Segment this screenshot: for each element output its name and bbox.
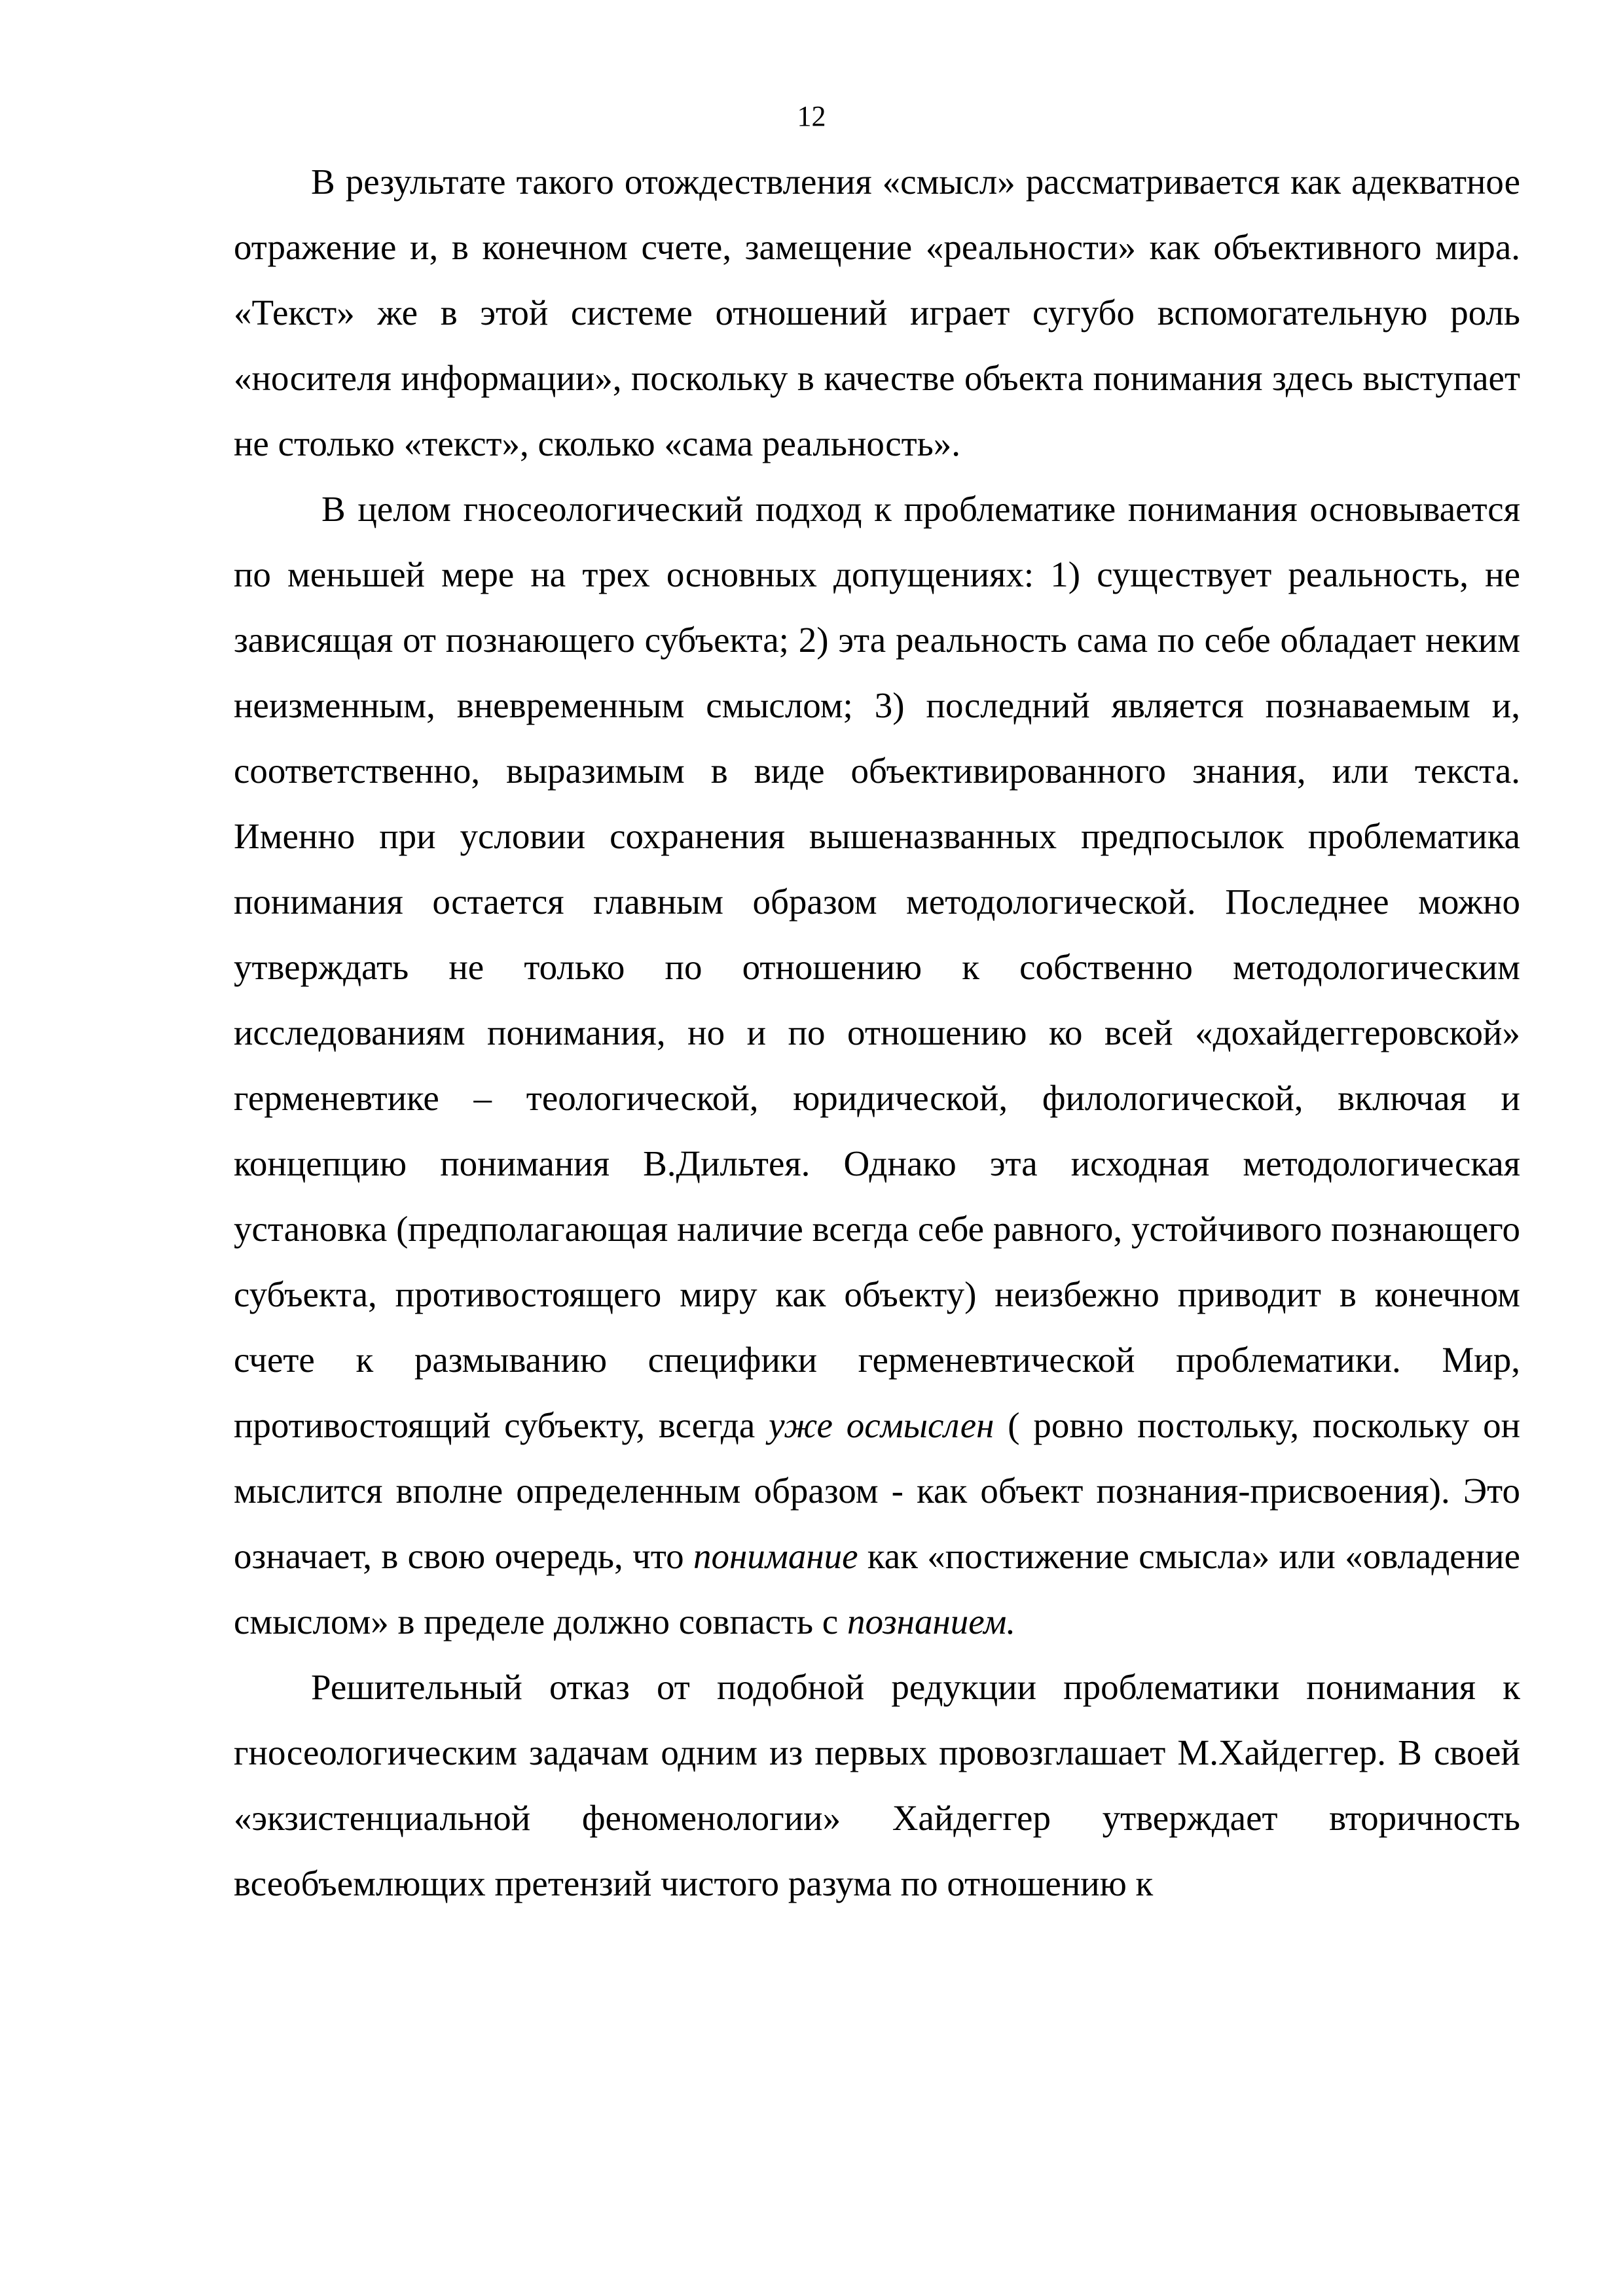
page-number: 12	[797, 100, 826, 132]
italic-phrase: уже осмыслен	[769, 1405, 994, 1445]
paragraph-text: В результате такого отождествления «смысл» рассматривается как адекватное отражение и, в конечном счете, замещение «реальности» как объективного мира. «Текст» же в этой системе отношений играет сугубо вспомогательную роль «носителя информации», поскольку в качестве объекта понимания здесь выступает не столько «текст», сколько «сама реальность».	[234, 162, 1520, 463]
italic-phrase: понимание	[693, 1536, 858, 1576]
paragraph-text: В целом гносеологический подход к проблематике понимания основывается по меньшей мере на трех основных допущениях: 1) существует реальность, не зависящая от познающего субъекта; 2) эта реальность сама по себе обладает неким неизменным, вневременным смыслом; 3) последний является познаваемым и, соответственно, выразимым в виде объективированного знания, или текста. Именно при условии сохранения вышеназванных предпосылок проблематика понимания остается главным образом методологической. Последнее можно утверждать не только по отношению к собственно методологическим исследованиям понимания, но и по отношению ко всей «дохайдеггеровской» герменевтике – теологической, юридической, филологической, включая и концепцию понимания В.Дильтея. Однако эта исходная методологическая установка (предполагающая наличие всегда себе равного, устойчивого познающего субъекта, противостоящего миру как объекту) неизбежно приводит в конечном счете к размыванию специфики герменевтической проблематики. Мир, противостоящий субъекту, всегда	[234, 489, 1520, 1445]
paragraph-text: Решительный отказ от подобной редукции проблематики понимания к гносеологическим задачам одним из первых провозглашает М.Хайдеггер. В своей «экзистенциальной феноменологии» Хайдеггер утверждает вторичность всеобъемлющих претензий чистого разума по отношению к	[234, 1667, 1520, 1903]
paragraph-2	[234, 476, 1520, 1655]
paragraph-1	[234, 149, 1520, 476]
paragraph-text: ( ровно постольку, поскольку он мыслится вполне определенным образом - как объект познания-присвоения). Это означает, в свою очередь, что	[234, 1405, 1521, 1576]
italic-phrase: познанием.	[847, 1602, 1016, 1641]
paragraph-3	[234, 1655, 1520, 1916]
document-body	[234, 149, 1520, 1916]
paragraph-text: как «постижение смысла» или «овладение смыслом» в пределе должно совпасть с	[234, 1536, 1520, 1641]
